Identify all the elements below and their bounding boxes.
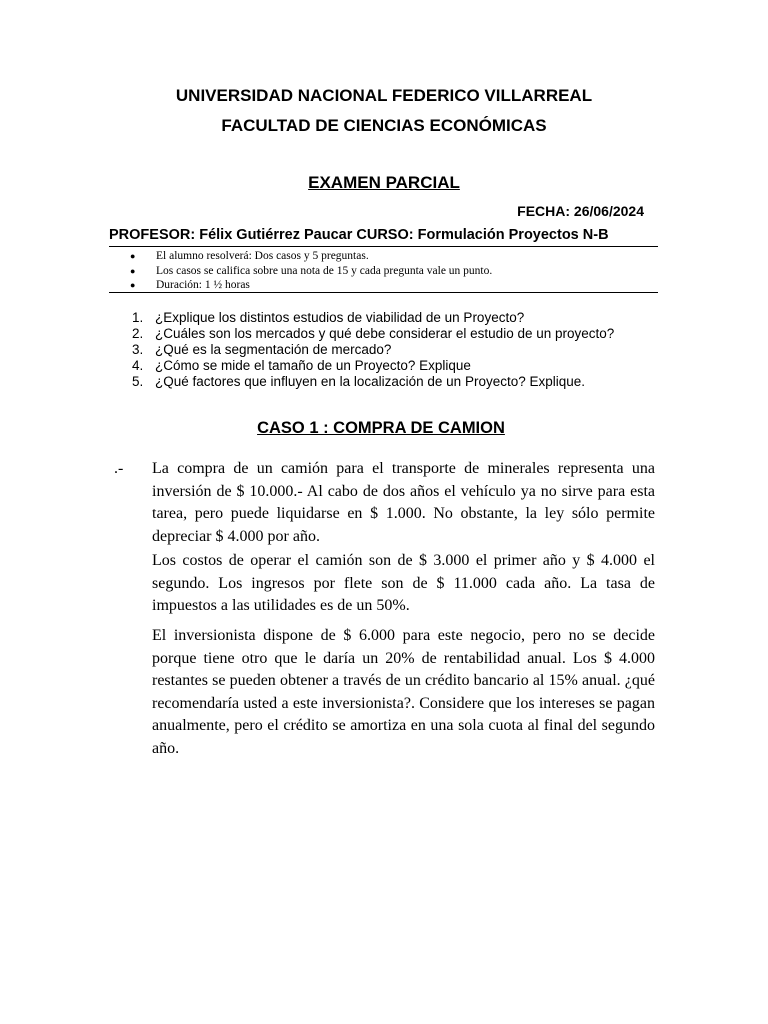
question-number: 3.: [132, 342, 144, 357]
case-paragraph-2: Los costos de operar el camión son de $ 3.000 el primer año y $ 4.000 el segundo. Los ingresos por flete son de $ 11.000 cada año. La tasa de impuestos a las utilidades es de un 50%.: [152, 552, 655, 614]
bullet-icon: ●: [130, 280, 136, 290]
faculty-name: FACULTAD DE CIENCIAS ECONÓMICAS: [221, 116, 547, 135]
question-item: [132, 310, 614, 326]
instructions-list: [130, 249, 492, 293]
exam-date: FECHA: 26/06/2024: [517, 203, 644, 219]
instruction-text: El alumno resolverá: Dos casos y 5 preguntas.: [156, 250, 369, 262]
instruction-item: [130, 264, 492, 279]
question-text: ¿Qué es la segmentación de mercado?: [155, 342, 392, 357]
case-title: [0, 419, 768, 438]
question-text: ¿Cuáles son los mercados y qué debe considerar el estudio de un proyecto?: [155, 326, 615, 341]
instruction-item: [130, 278, 492, 293]
bullet-icon: ●: [130, 265, 136, 276]
question-number: 5.: [132, 374, 144, 389]
bullet-icon: ●: [130, 251, 136, 261]
question-item: [132, 342, 614, 358]
question-number: 2.: [132, 326, 144, 341]
university-name: UNIVERSIDAD NACIONAL FEDERICO VILLARREAL: [175, 86, 593, 105]
case-marker: .-: [114, 460, 124, 477]
question-item: [132, 358, 614, 374]
questions-list: [132, 310, 614, 390]
case-title-text: CASO 1 : COMPRA DE CAMION: [257, 419, 505, 437]
instruction-text: Los casos se califica sobre una nota de 15 y cada pregunta vale un punto.: [156, 264, 493, 277]
professor-course-line: PROFESOR: Félix Gutiérrez Paucar CURSO: Formulación Proyectos N-B: [109, 227, 609, 243]
question-text: ¿Explique los distintos estudios de viabilidad de un Proyecto?: [155, 310, 525, 325]
exam-title: EXAMEN PARCIAL: [308, 173, 460, 192]
question-item: [132, 374, 614, 390]
question-number: 4.: [132, 358, 144, 373]
question-item: [132, 326, 614, 342]
question-text: ¿Cómo se mide el tamaño de un Proyecto? Explique: [155, 358, 471, 373]
question-number: 1.: [132, 310, 144, 325]
instruction-item: [130, 249, 492, 264]
divider-top: [109, 246, 658, 247]
divider-bottom: [109, 292, 658, 293]
question-text: ¿Qué factores que influyen en la localización de un Proyecto? Explique.: [155, 374, 586, 389]
case-paragraph-3: El inversionista dispone de $ 6.000 para este negocio, pero no se decide porque tiene otro que le daría un 20% de rentabilidad anual. Los $ 4.000 restantes se pueden obtener a través de un crédito bancario al 15% anual. ¿qué recomendaría usted a este inversionista?. Considere que los intereses se pagan anualmente, pero el crédito se amortiza en una sola cuota al final del segundo año.: [152, 627, 655, 757]
instruction-text: Duración: 1 ½ horas: [156, 279, 250, 291]
case-paragraph-1: La compra de un camión para el transporte de minerales representa una inversión de $ 10.000.- Al cabo de dos años el vehículo ya no sirve para esta tarea, pero puede liquidarse en $ 1.000. No obstante, la ley sólo permite depreciar $ 4.000 por año.: [152, 460, 655, 545]
